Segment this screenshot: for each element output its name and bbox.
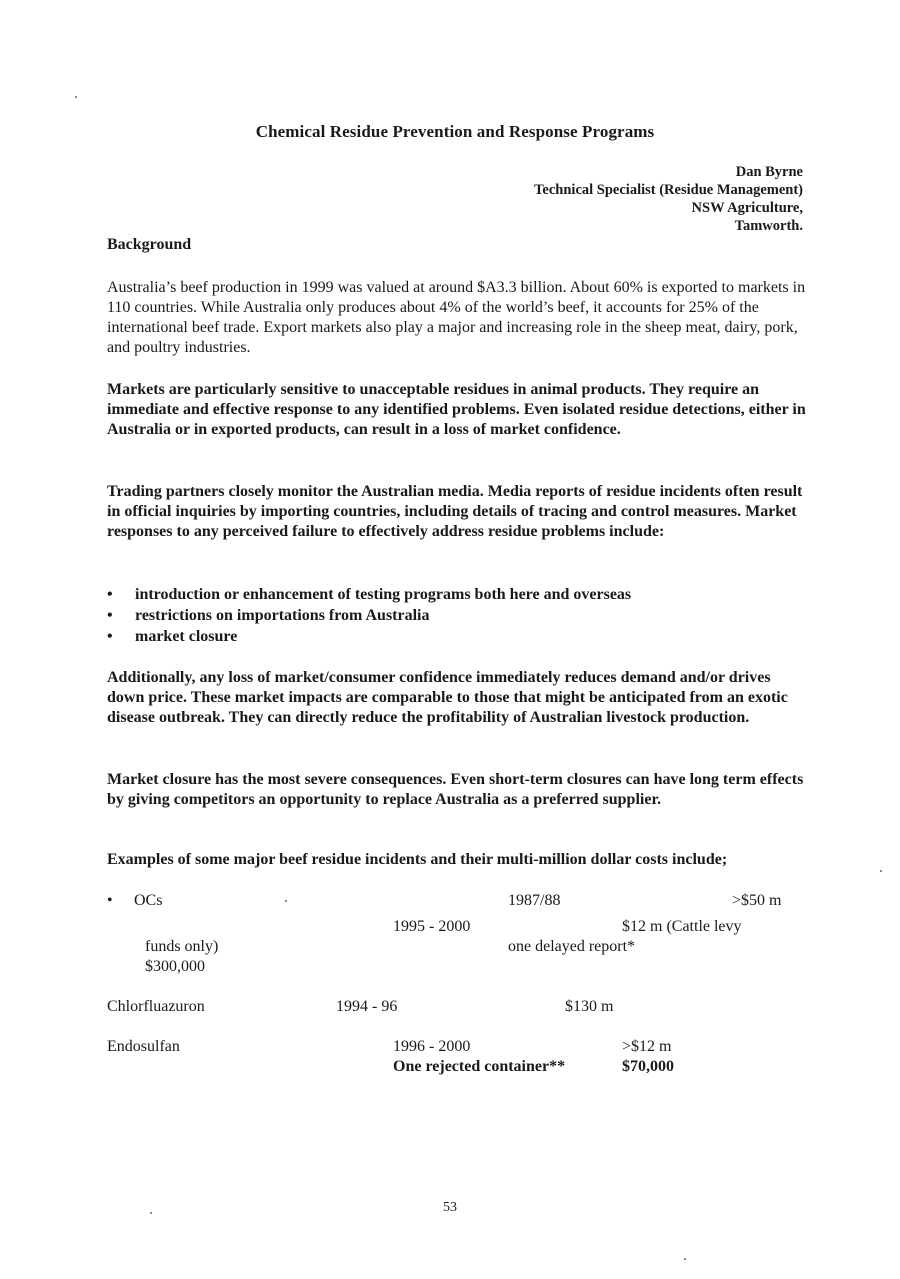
scan-speck xyxy=(75,96,77,98)
paragraph-market-sensitivity: Markets are particularly sensitive to unacceptable residues in animal products. They require an immediate and effective response to any identified problems. Even isolated residue detections, either in Australia or in exported products, can result in a loss of market confidence. xyxy=(107,381,806,438)
scan-speck xyxy=(684,1258,686,1260)
endosulfan-period: 1996 - 2000 xyxy=(393,1038,471,1055)
author-block xyxy=(534,163,803,235)
scan-speck xyxy=(880,870,882,872)
paragraph-examples-intro: Examples of some major beef residue incidents and their multi-million dollar costs include; xyxy=(107,851,728,868)
list-item: • introduction or enhancement of testing programs both here and overseas xyxy=(107,584,807,605)
endosulfan-note-cost: $70,000 xyxy=(622,1058,674,1075)
author-organisation: NSW Agriculture, xyxy=(691,200,803,216)
ocs-period-1: 1987/88 xyxy=(508,892,561,909)
ocs-note-cost: $300,000 xyxy=(145,958,205,975)
endosulfan-cost: >$12 m xyxy=(622,1038,672,1055)
paragraph-market-closure: Market closure has the most severe consequences. Even short-term closures can have long term effects by giving competitors an opportunity to replace Australia as a preferred supplier. xyxy=(107,771,804,808)
list-item: • market closure xyxy=(107,626,807,647)
ocs-note: one delayed report* xyxy=(508,938,636,955)
ocs-bullet: • xyxy=(107,892,113,909)
market-response-list xyxy=(107,584,807,647)
ocs-cost-2: $12 m (Cattle levy xyxy=(622,918,742,935)
chlorfluazuron-period: 1994 - 96 xyxy=(336,998,398,1015)
section-heading: Background xyxy=(107,236,192,253)
paragraph-consumer-confidence: Additionally, any loss of market/consumer confidence immediately reduces demand and/or drives down price. These market impacts are comparable to those that might be anticipated from an exotic disease outbreak. They can directly reduce the profitability of Australian livestock production. xyxy=(107,669,788,726)
author-location: Tamworth. xyxy=(734,218,803,234)
list-item: • restrictions on importations from Australia xyxy=(107,605,807,626)
ocs-cost-2-continued: funds only) xyxy=(145,938,219,955)
endosulfan-name: Endosulfan xyxy=(107,1038,180,1055)
scan-speck xyxy=(150,1212,152,1214)
endosulfan-note: One rejected container** xyxy=(393,1058,566,1075)
ocs-name: OCs xyxy=(134,892,163,909)
paragraph-trading-partners: Trading partners closely monitor the Australian media. Media reports of residue incidents often result in official inquiries by importing countries, including details of tracing and control measures. Market responses to any perceived failure to effectively address residue problems include: xyxy=(107,483,803,540)
page-number: 53 xyxy=(443,1200,457,1215)
author-name: Dan Byrne xyxy=(735,164,803,180)
scan-speck xyxy=(285,900,287,902)
ocs-period-2: 1995 - 2000 xyxy=(393,918,471,935)
author-position: Technical Specialist (Residue Management) xyxy=(534,182,803,198)
ocs-cost-1: >$50 m xyxy=(732,892,782,909)
paragraph-beef-production: Australia’s beef production in 1999 was valued at around $A3.3 billion. About 60% is exported to markets in 110 countries. While Australia only produces about 4% of the world’s beef, it accounts for 25% of the international beef trade. Export markets also play a major and increasing role in the sheep meat, dairy, pork, and poultry industries. xyxy=(107,279,806,356)
chlorfluazuron-cost: $130 m xyxy=(565,998,614,1015)
chlorfluazuron-name: Chlorfluazuron xyxy=(107,998,205,1015)
page-title: Chemical Residue Prevention and Response Programs xyxy=(255,122,655,141)
